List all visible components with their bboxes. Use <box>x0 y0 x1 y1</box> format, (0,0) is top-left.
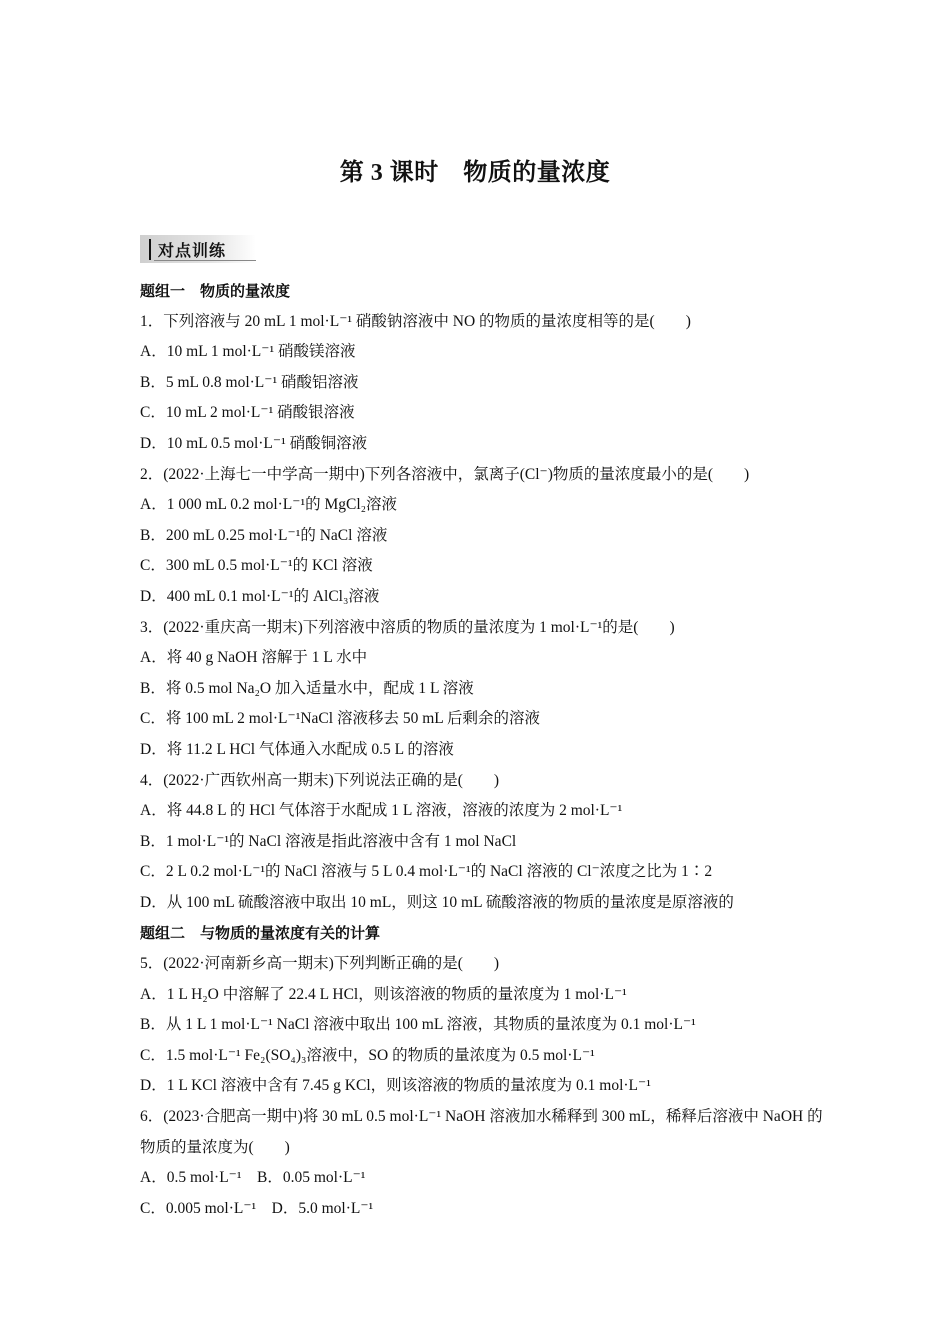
q5-option-d[interactable]: D．1 L KCl 溶液中含有 7.45 g KCl，则该溶液的物质的量浓度为 0.1 mol·L⁻¹ <box>140 1077 651 1095</box>
q1-option-a[interactable]: A．10 mL 1 mol·L⁻¹ 硝酸镁溶液 <box>140 343 356 361</box>
q1-stem: 1．下列溶液与 20 mL 1 mol·L⁻¹ 硝酸钠溶液中 NO 的物质的量浓度相等的是( ) <box>140 312 691 330</box>
q6-stem: 6．(2023·合肥高一期中)将 30 mL 0.5 mol·L⁻¹ NaOH 溶液加水稀释到 300 mL，稀释后溶液中 NaOH 的物质的量浓度为( ) <box>140 1108 823 1156</box>
q3-option-a[interactable]: A．将 40 g NaOH 溶解于 1 L 水中 <box>140 649 368 667</box>
section-tag-label: 对点训练 <box>158 241 227 260</box>
group-heading-1: 题组一 物质的量浓度 <box>140 282 291 300</box>
q3-option-d[interactable]: D．将 11.2 L HCl 气体通入水配成 0.5 L 的溶液 <box>140 740 454 758</box>
q2-option-b[interactable]: B．200 mL 0.25 mol·L⁻¹的 NaCl 溶液 <box>140 526 388 544</box>
q3-stem: 3．(2022·重庆高一期末)下列溶液中溶质的物质的量浓度为 1 mol·L⁻¹的是( ) <box>140 618 675 636</box>
q5-stem: 5．(2022·河南新乡高一期末)下列判断正确的是( ) <box>140 955 500 973</box>
q6-options-ab[interactable]: A．0.5 mol·L⁻¹ B．0.05 mol·L⁻¹ <box>140 1169 366 1187</box>
q1-option-d[interactable]: D．10 mL 0.5 mol·L⁻¹ 硝酸铜溶液 <box>140 434 368 452</box>
q4-option-a[interactable]: A．将 44.8 L 的 HCl 气体溶于水配成 1 L 溶液，溶液的浓度为 2 mol·L⁻¹ <box>140 802 623 820</box>
q1-option-b[interactable]: B．5 mL 0.8 mol·L⁻¹ 硝酸铝溶液 <box>140 373 359 391</box>
q4-option-d[interactable]: D．从 100 mL 硫酸溶液中取出 10 mL，则这 10 mL 硫酸溶液的物质的量浓度是原溶液的 <box>140 893 734 911</box>
q2-stem: 2．(2022·上海七一中学高一期中)下列各溶液中，氯离子(Cl⁻)物质的量浓度最小的是( ) <box>140 465 750 483</box>
q5-option-b[interactable]: B．从 1 L 1 mol·L⁻¹ NaCl 溶液中取出 100 mL 溶液，其物质的量浓度为 0.1 mol·L⁻¹ <box>140 1016 696 1034</box>
q5-option-c[interactable]: C．1.5 mol·L⁻¹ Fe₂(SO₄)₃溶液中，SO 的物质的量浓度为 0.5 mol·L⁻¹ <box>140 1046 595 1064</box>
group-heading-2: 题组二 与物质的量浓度有关的计算 <box>140 924 381 943</box>
q3-option-c[interactable]: C．将 100 mL 2 mol·L⁻¹NaCl 溶液移去 50 mL 后剩余的溶液 <box>140 710 541 728</box>
page-title: 第 3 课时 物质的量浓度 <box>339 160 611 186</box>
q2-option-c[interactable]: C．300 mL 0.5 mol·L⁻¹的 KCl 溶液 <box>140 557 373 575</box>
q1-option-c[interactable]: C．10 mL 2 mol·L⁻¹ 硝酸银溶液 <box>140 404 355 422</box>
tag-underline <box>154 260 256 261</box>
q2-option-d[interactable]: D．400 mL 0.1 mol·L⁻¹的 AlCl₃溶液 <box>140 587 380 605</box>
q5-option-a[interactable]: A．1 L H₂O 中溶解了 22.4 L HCl，则该溶液的物质的量浓度为 1 mol·L⁻¹ <box>140 985 627 1003</box>
q6-options-cd[interactable]: C．0.005 mol·L⁻¹ D．5.0 mol·L⁻¹ <box>140 1199 374 1217</box>
section-tag <box>140 235 256 263</box>
q3-option-b[interactable]: B．将 0.5 mol Na₂O 加入适量水中，配成 1 L 溶液 <box>140 679 474 697</box>
tag-bar <box>149 239 151 260</box>
question-list <box>140 276 830 1224</box>
q2-option-a[interactable]: A．1 000 mL 0.2 mol·L⁻¹的 MgCl₂溶液 <box>140 496 398 514</box>
q4-stem: 4．(2022·广西钦州高一期末)下列说法正确的是( ) <box>140 771 500 789</box>
q4-option-b[interactable]: B．1 mol·L⁻¹的 NaCl 溶液是指此溶液中含有 1 mol NaCl <box>140 832 517 850</box>
q4-option-c[interactable]: C．2 L 0.2 mol·L⁻¹的 NaCl 溶液与 5 L 0.4 mol·L⁻¹的 NaCl 溶液的 Cl⁻浓度之比为 1∶2 <box>140 863 713 881</box>
